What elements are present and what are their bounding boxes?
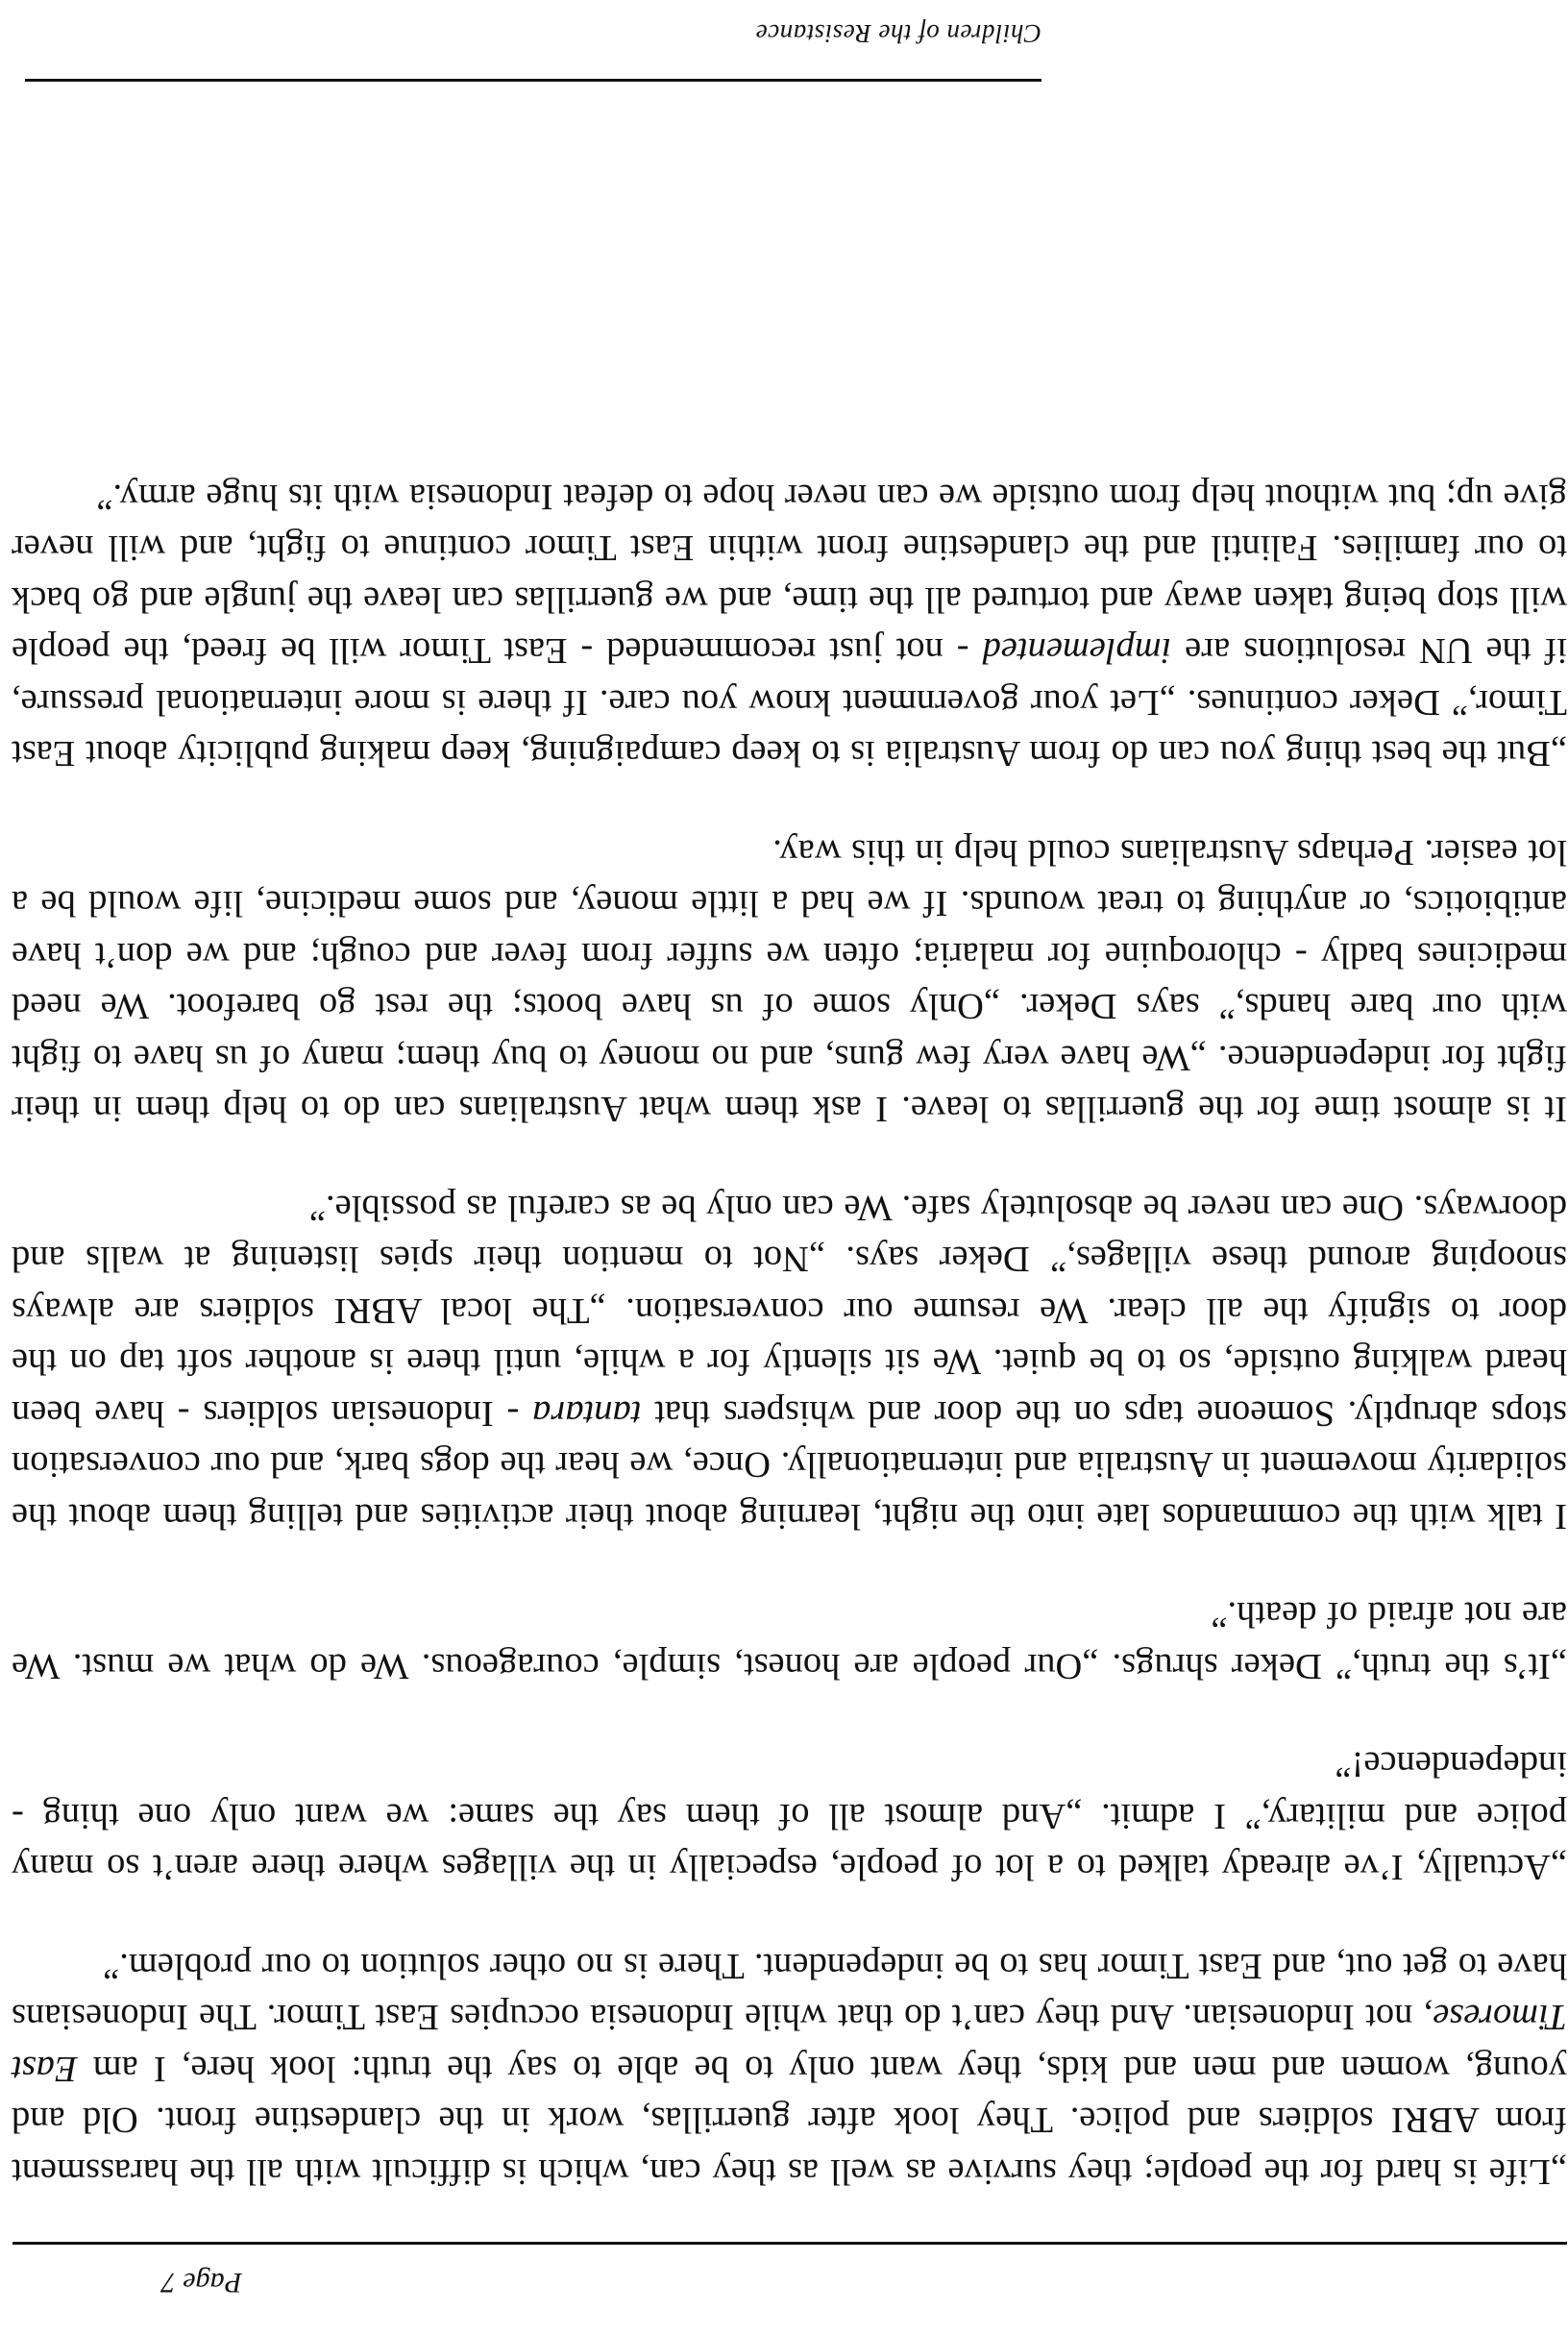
header-rule <box>25 79 1041 82</box>
paragraph <box>12 1182 1567 1542</box>
text-run: „Life is hard for the people; they survive as well as they can, which is difficult with all the harassment from ABRI soldiers and police. They look after guerrillas, work in the clandestine front. Old and young, women and men and kids, they want only to be able to say the truth: look here, I am <box>12 2049 1567 2192</box>
body-text <box>12 471 1567 2198</box>
paragraph <box>12 1738 1567 1893</box>
running-title: Children of the Resistance <box>755 19 1041 48</box>
footer-rule <box>12 2242 1567 2245</box>
text-run: „But the best thing you can do from Australia is to keep campaigning, keep making publicity about East Timor,” Deker continues. „Let your government know you care. If there is more international pressure, if the UN resolutions are <box>12 630 1567 774</box>
text-run: I talk with the commandos late into the night, learning about their activities and telling them about the solidarity movement in Australia and internationally. Once, we hear the dogs bark, and our conversation stops abruptly. Someone taps on the door and whispers that <box>12 1393 1567 1536</box>
text-run: - Indonesian soldiers - have been heard walking outside, so to be quiet. We sit silently for a while, until there is another soft tap on the door to signify the all clear. We resume our conversation. „The local ABRI soldiers are always snooping around these villages,” Deker says. „Not to mention their spies listening at walls and doorways. One can never be absolutely safe. We can only be as careful as possible.” <box>12 1188 1567 1434</box>
paragraph <box>12 826 1567 1135</box>
text-run: It is almost time for the guerrillas to leave. I ask them what Australians can do to help them in their fight for independence. „We have very few guns, and no money to buy them; many of us have to fight with our bare hands,” says Deker. „Only some of us have boots; the rest go barefoot. We need medicines badly - chloroquine for malaria; often we suffer from fever and cough; and we don’t have antibiotics, or anything to treat wounds. If we had a little money, and some medicine, life would be a lot easier. Perhaps Australians could help in this way. <box>12 832 1567 1130</box>
italic-text: implemented <box>982 630 1172 672</box>
text-run: - not just recommended - East Timor will be freed, the people will stop being taken away and tortured all the time, and we guerrillas can leave the jungle and go back to our families. Falintil and the clandestine front within East Timor continue to fight, and will never give up; but without help from outside we can never hope to defeat Indonesia with its huge army.” <box>12 477 1567 672</box>
paragraph <box>12 1940 1567 2198</box>
paragraph <box>12 471 1567 779</box>
paragraph <box>12 1588 1567 1691</box>
page-number: Page 7 <box>160 2267 242 2298</box>
italic-text: tantara <box>532 1393 642 1434</box>
text-run: , not Indonesian. And they can’t do that while Indonesia occupies East Timor. The Indonesians have to get out, and East Timor has to be independent. There is no other solution to our problem.” <box>12 1946 1567 2038</box>
text-run: „Actually, I’ve already talked to a lot of people, especially in the villages where there aren’t so many police and military,” I admit. „And almost all of them say the same: we want only one thing - independence!” <box>12 1744 1567 1888</box>
italic-text: East Timorese <box>12 1997 1567 2089</box>
text-run: „It’s the truth,” Deker shrugs. „Our people are honest, simple, courageous. We do what we must. We are not afraid of death.” <box>12 1594 1567 1686</box>
